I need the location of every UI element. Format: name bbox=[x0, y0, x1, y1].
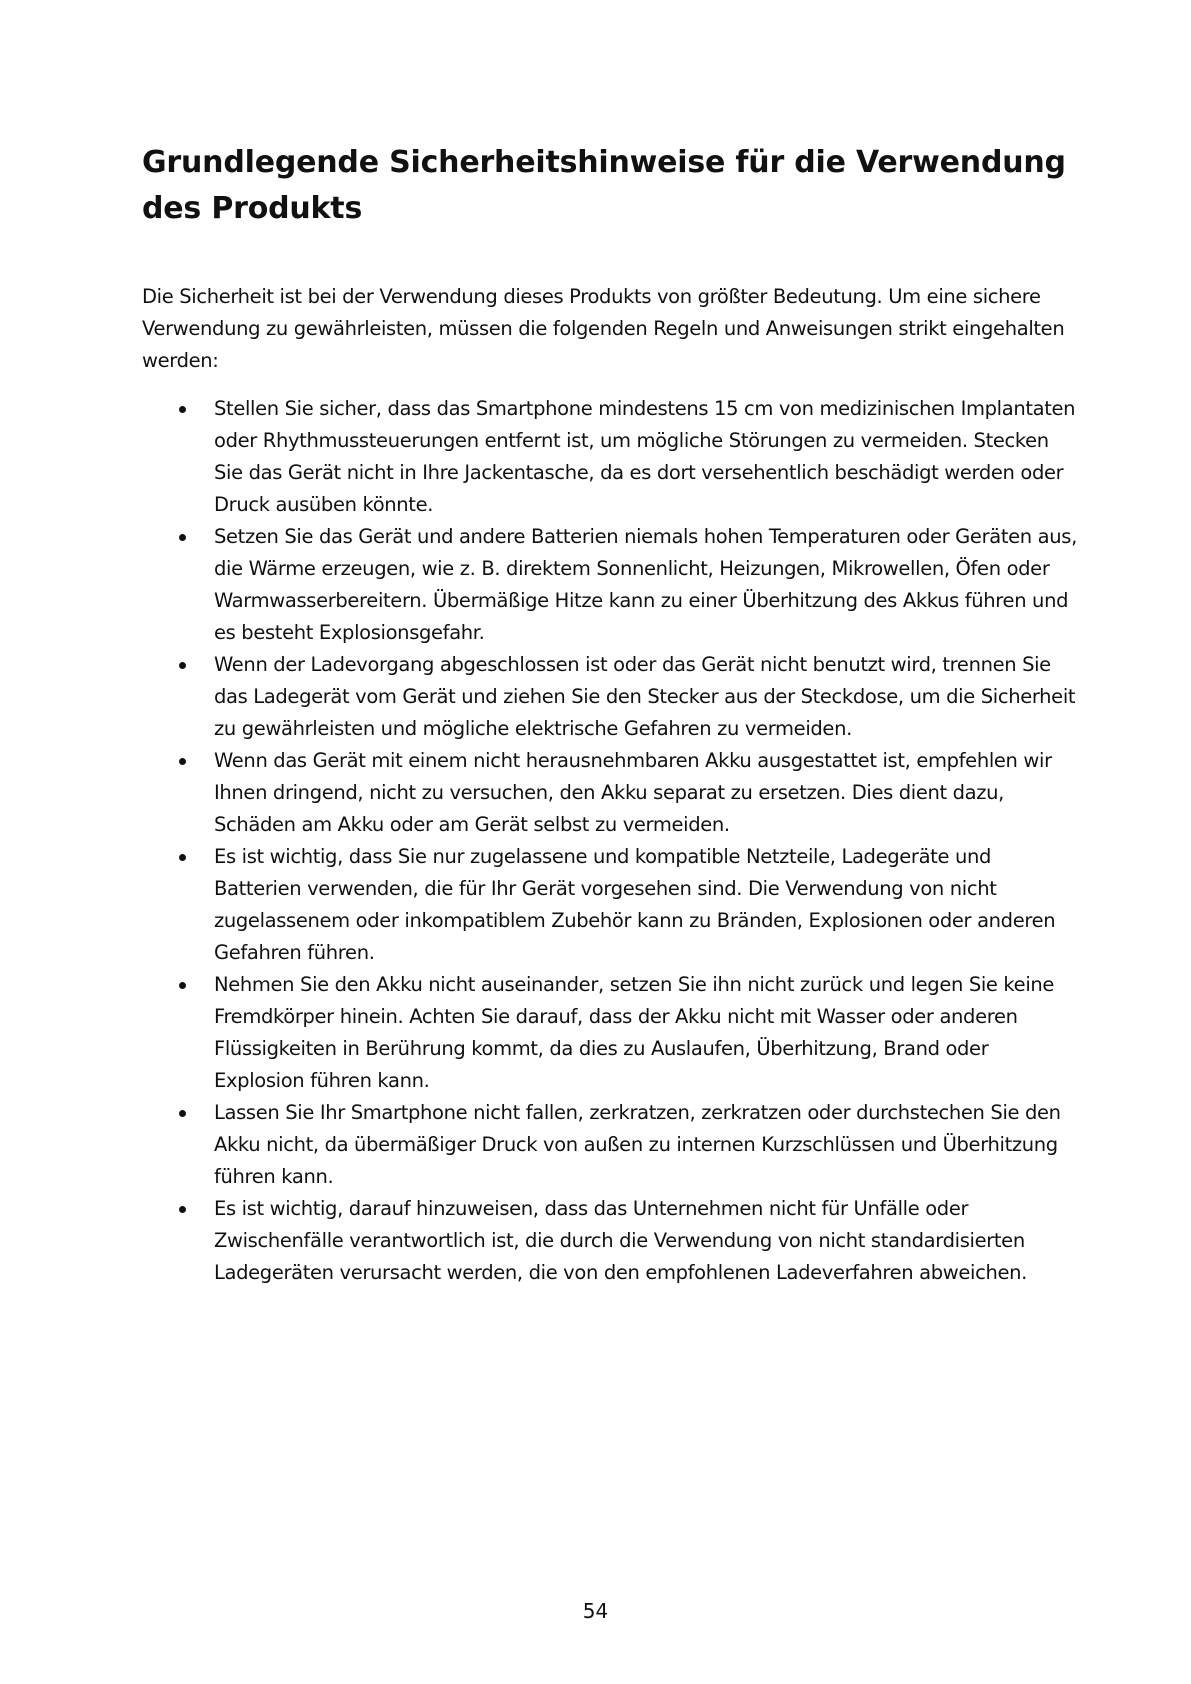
list-item bbox=[142, 969, 1082, 1097]
list-item-text: Setzen Sie das Gerät und andere Batterien niemals hohen Temperaturen oder Geräten aus, die Wärme erzeugen, wie z. B. direktem Sonnenlicht, Heizungen, Mikrowellen, Öfen oder Warmwasserbereitern. Übermäßige Hitze kann zu einer Überhitzung des Akkus führen und es besteht Explosionsgefahr. bbox=[214, 525, 1077, 644]
list-item bbox=[142, 649, 1082, 745]
list-item bbox=[142, 745, 1082, 841]
page-number: 54 bbox=[582, 1599, 609, 1623]
list-item bbox=[142, 1193, 1082, 1289]
list-item-text: Wenn das Gerät mit einem nicht herausnehmbaren Akku ausgestattet ist, empfehlen wir Ihnen dringend, nicht zu versuchen, den Akku separat zu ersetzen. Dies dient dazu, Schäden am Akku oder am Gerät selbst zu vermeiden. bbox=[214, 749, 1052, 836]
page-title: Grundlegende Sicherheitshinweise für die Verwendung des Produkts bbox=[142, 145, 1066, 226]
bullet-icon bbox=[179, 758, 186, 765]
bullet-icon bbox=[179, 1206, 186, 1213]
list-item-text: Es ist wichtig, dass Sie nur zugelassene und kompatible Netzteile, Ladegeräte und Batterien verwenden, die für Ihr Gerät vorgesehen sind. Die Verwendung von nicht zugelassenem oder inkompatiblem Zubehör kann zu Bränden, Explosionen oder anderen Gefahren führen. bbox=[214, 845, 1056, 964]
list-item bbox=[142, 393, 1082, 521]
list-item bbox=[142, 521, 1082, 649]
safety-list bbox=[142, 393, 1082, 1289]
list-item-text: Wenn der Ladevorgang abgeschlossen ist oder das Gerät nicht benutzt wird, trennen Sie das Ladegerät vom Gerät und ziehen Sie den Stecker aus der Steckdose, um die Sicherheit zu gewährleisten und mögliche elektrische Gefahren zu vermeiden. bbox=[214, 653, 1076, 740]
list-item-text: Nehmen Sie den Akku nicht auseinander, setzen Sie ihn nicht zurück und legen Sie keine Fremdkörper hinein. Achten Sie darauf, dass der Akku nicht mit Wasser oder anderen Flüssigkeiten in Berührung kommt, da dies zu Auslaufen, Überhitzung, Brand oder Explosion führen kann. bbox=[214, 973, 1055, 1092]
list-item-text: Stellen Sie sicher, dass das Smartphone mindestens 15 cm von medizinischen Implantaten oder Rhythmussteuerungen entfernt ist, um mögliche Störungen zu vermeiden. Stecken Sie das Gerät nicht in Ihre Jackentasche, da es dort versehentlich beschädigt werden oder Druck ausüben könnte. bbox=[214, 397, 1076, 516]
list-item-text: Es ist wichtig, darauf hinzuweisen, dass das Unternehmen nicht für Unfälle oder Zwischenfälle verantwortlich ist, die durch die Verwendung von nicht standardisierten Ladegeräten verursacht werden, die von den empfohlenen Ladeverfahren abweichen. bbox=[214, 1197, 1027, 1284]
list-item bbox=[142, 841, 1082, 969]
bullet-icon bbox=[179, 662, 186, 669]
bullet-icon bbox=[179, 854, 186, 861]
list-item-text: Lassen Sie Ihr Smartphone nicht fallen, zerkratzen, zerkratzen oder durchstechen Sie den Akku nicht, da übermäßiger Druck von außen zu internen Kurzschlüssen und Überhitzung führen kann. bbox=[214, 1101, 1061, 1188]
bullet-icon bbox=[179, 406, 186, 413]
bullet-icon bbox=[179, 534, 186, 541]
list-item bbox=[142, 1097, 1082, 1193]
intro-paragraph: Die Sicherheit ist bei der Verwendung dieses Produkts von größter Bedeutung. Um eine sichere Verwendung zu gewährleisten, müssen die folgenden Regeln und Anweisungen strikt eingehalten werden: bbox=[142, 285, 1065, 372]
bullet-icon bbox=[179, 1110, 186, 1117]
bullet-icon bbox=[179, 982, 186, 989]
